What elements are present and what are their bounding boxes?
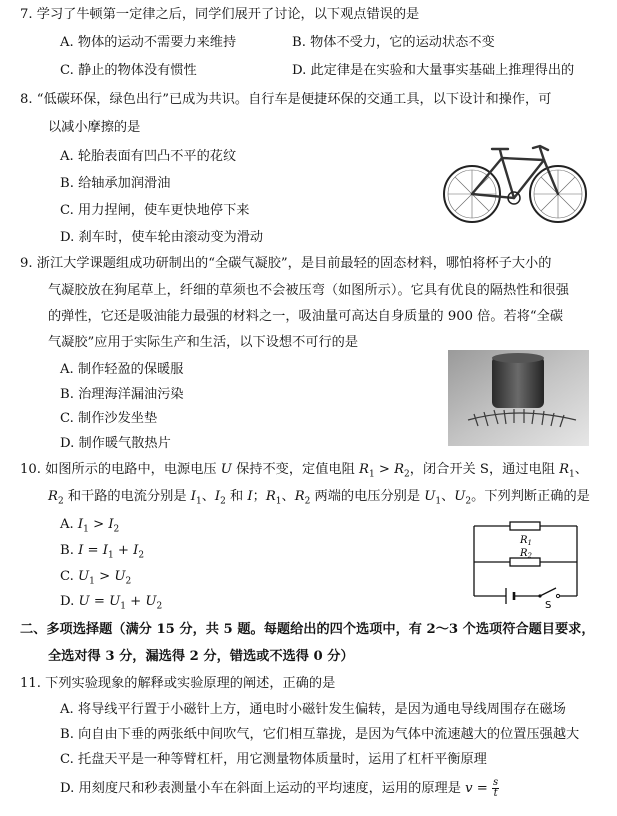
- bicycle-picture: [440, 138, 590, 228]
- resistor-r2-symbol: [510, 558, 540, 566]
- q9-stem-line3: 的弹性，它还是吸油能力最强的材料之一，吸油量可高达自身质量的 900 倍。若将“全碳: [48, 309, 564, 324]
- q8-stem-line1: 8. “低碳环保，绿色出行”已成为共识。自行车是便捷环保的交通工具，以下设计和操作，可: [20, 92, 552, 107]
- q11-option-a: A. 将导线平行置于小磁针上方，通电时小磁针发生偏转，是因为通电导线周围存在磁场: [60, 702, 566, 717]
- q7-option-a: A. 物体的运动不需要力来维持: [60, 35, 237, 50]
- resistor-r1-symbol: [510, 522, 540, 530]
- q10-option-a: A. $I_1 > I_2$: [60, 517, 120, 535]
- q11-stem: 11. 下列实验现象的解释或实验原理的阐述，正确的是: [20, 676, 336, 691]
- q10-option-b: B. $I = I_1 + I_2$: [60, 543, 145, 561]
- q8-option-d: D. 刹车时，使车轮由滚动变为滑动: [60, 230, 264, 245]
- q7-option-b: B. 物体不受力，它的运动状态不变: [292, 35, 495, 50]
- q11-option-d: D. 用刻度尺和秒表测量小车在斜面上运动的平均速度，运用的原理是 v = $\frac{s}{t}$: [60, 777, 499, 799]
- q9-stem-line1: 9. 浙江大学课题组成功研制出的“全碳气凝胶”，是目前最轻的固态材料，哪怕将杯子大小的: [20, 256, 552, 271]
- q9-option-a: A. 制作轻盈的保暖服: [60, 362, 184, 377]
- q10-option-c: C. $U_1 > U_2$: [60, 569, 132, 587]
- section2-header-line1: 二、多项选择题（满分 15 分，共 5 题。每题给出的四个选项中，有 2～3 个选项符合题目要求，: [20, 622, 595, 637]
- q9-option-d: D. 制作暖气散热片: [60, 436, 171, 451]
- q8-option-a: A. 轮胎表面有凹凸不平的花纹: [60, 149, 237, 164]
- q7-option-d: D. 此定律是在实验和大量事实基础上推理得出的: [292, 63, 575, 78]
- q11-option-c: C. 托盘天平是一种等臂杠杆，用它测量物体质量时，运用了杠杆平衡原理: [60, 752, 487, 767]
- battery-symbol: [506, 588, 514, 604]
- q9-option-c: C. 制作沙发坐垫: [60, 411, 158, 426]
- q9-option-b: B. 治理海洋漏油污染: [60, 387, 184, 402]
- q7-option-c: C. 静止的物体没有惯性: [60, 63, 197, 78]
- q10-stem-line2: $R_2$ 和干路的电流分别是 $I_1$、$I_2$ 和 I；$R_1$、$R_2$ 两端的电压分别是 $U_1$、$U_2$。下列判断正确的是: [48, 489, 590, 507]
- q9-stem-line2: 气凝胶放在狗尾草上，纤细的草须也不会被压弯（如图所示）。它具有优良的隔热性和很强: [48, 283, 569, 298]
- switch-pivot: [538, 594, 541, 597]
- switch-label: S: [545, 600, 552, 610]
- switch-contact: [556, 594, 559, 597]
- q7-stem: 7. 学习了牛顿第一定律之后，同学们展开了讨论，以下观点错误的是: [20, 7, 420, 22]
- q8-stem-line2: 以减小摩擦的是: [48, 120, 141, 135]
- aerogel-on-grass-picture: [448, 350, 589, 446]
- q10-stem-line1: 10. 如图所示的电路中，电源电压 U 保持不变，定值电阻 $R_1 > R_2$，闭合开关 S，通过电阻 $R_1$、: [20, 462, 588, 480]
- q10-option-d: D. $U = U_1 + U_2$: [60, 594, 163, 612]
- section2-header-line2: 全选对得 3 分，漏选得 2 分，错选或不选得 0 分）: [48, 649, 354, 664]
- q11-option-b: B. 向自由下垂的两张纸中间吹气，它们相互靠拢，是因为气体中流速越大的位置压强越大: [60, 727, 580, 742]
- velocity-fraction: $\frac{s}{t}$: [493, 777, 499, 799]
- r2-label: $R_2$: [520, 548, 532, 560]
- q8-option-b: B. 给轴承加润滑油: [60, 176, 171, 191]
- circuit-diagram: [468, 514, 583, 610]
- q8-option-c: C. 用力捏闸，使车更快地停下来: [60, 203, 250, 218]
- q9-stem-line4: 气凝胶”应用于实际生产和生活，以下设想不可行的是: [48, 335, 359, 350]
- r1-label: $R_1$: [520, 535, 532, 547]
